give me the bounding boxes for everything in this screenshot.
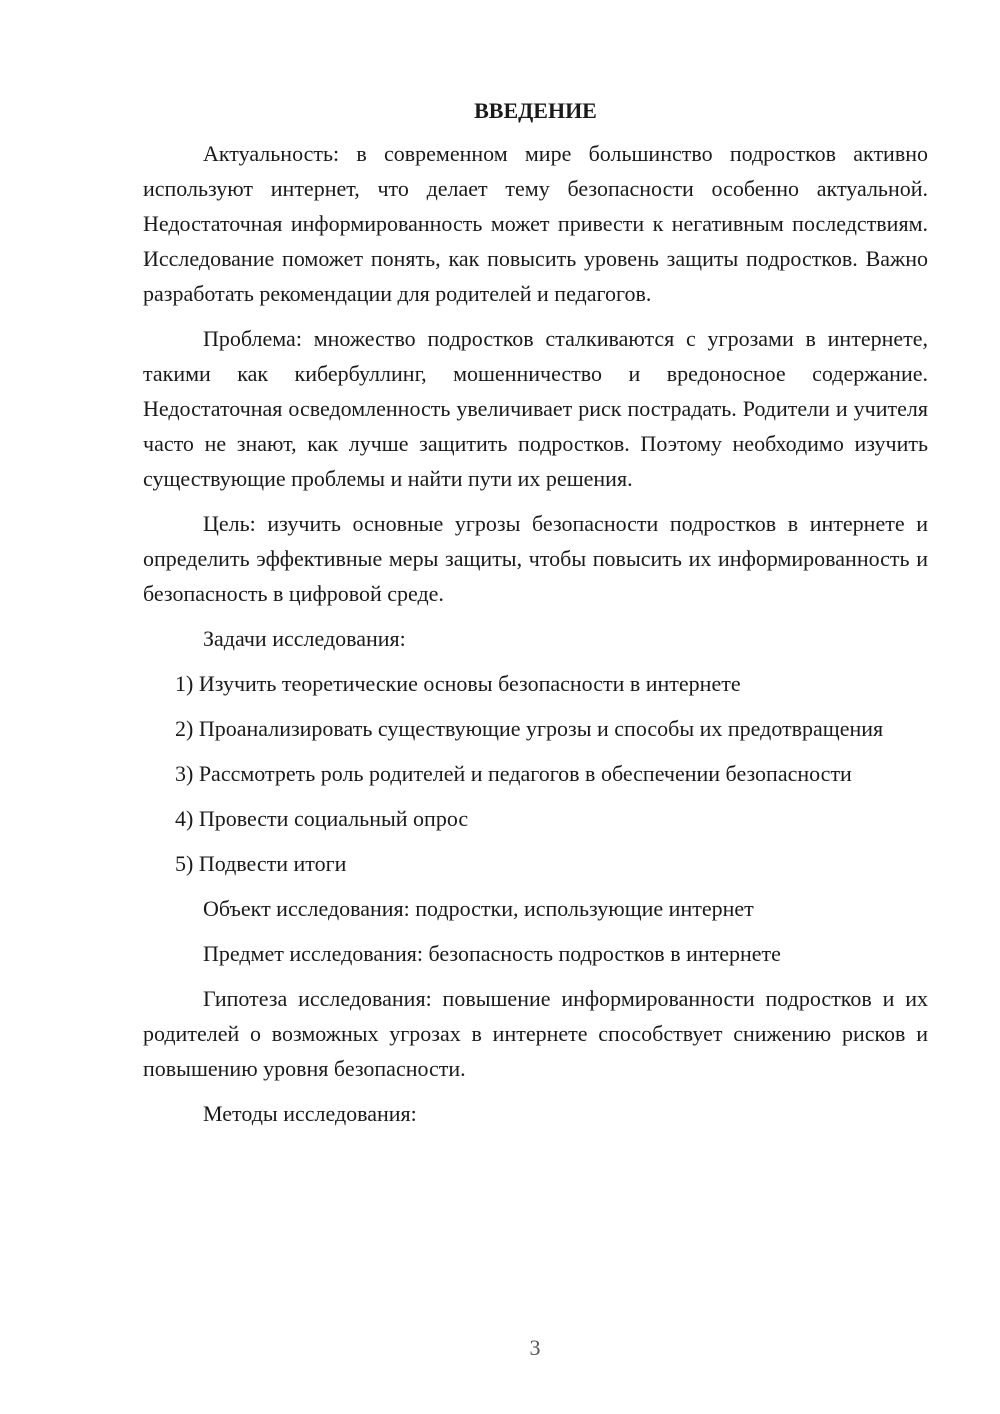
- research-object: Объект исследования: подростки, использующие интернет: [203, 896, 754, 921]
- section-title: ВВЕДЕНИЕ: [474, 98, 597, 123]
- task-item-5: 5) Подвести итоги: [175, 851, 347, 876]
- task-item-1: 1) Изучить теоретические основы безопасности в интернете: [175, 671, 741, 696]
- problem-paragraph: Проблема: множество подростков сталкиваются с угрозами в интернете, такими как кибербуллинг, мошенничество и вредоносное содержание. Недостаточная осведомленность увеличивает риск пострадать. Родители и учителя часто не знают, как лучше защитить подростков. Поэтому необходимо изучить существующие проблемы и найти пути их решения.: [143, 326, 928, 491]
- page-number: 3: [529, 1335, 541, 1360]
- task-item-4: 4) Провести социальный опрос: [175, 806, 469, 831]
- goal-paragraph: Цель: изучить основные угрозы безопасности подростков в интернете и определить эффективные меры защиты, чтобы повысить их информированность и безопасность в цифровой среде.: [143, 511, 928, 606]
- tasks-heading: Задачи исследования:: [203, 626, 406, 651]
- research-subject: Предмет исследования: безопасность подростков в интернете: [203, 941, 781, 966]
- task-item-2: 2) Проанализировать существующие угрозы и способы их предотвращения: [175, 716, 884, 741]
- page-content: [143, 96, 928, 1141]
- methods-heading: Методы исследования:: [203, 1101, 417, 1126]
- relevance-paragraph: Актуальность: в современном мире большинство подростков активно используют интернет, что делает тему безопасности особенно актуальной. Недостаточная информированность может привести к негативным последствиям. Исследование поможет понять, как повысить уровень защиты подростков. Важно разработать рекомендации для родителей и педагогов.: [143, 141, 928, 306]
- task-item-3: 3) Рассмотреть роль родителей и педагогов в обеспечении безопасности: [175, 761, 852, 786]
- research-hypothesis: Гипотеза исследования: повышение информированности подростков и их родителей о возможных угрозах в интернете способствует снижению рисков и повышению уровня безопасности.: [143, 986, 928, 1081]
